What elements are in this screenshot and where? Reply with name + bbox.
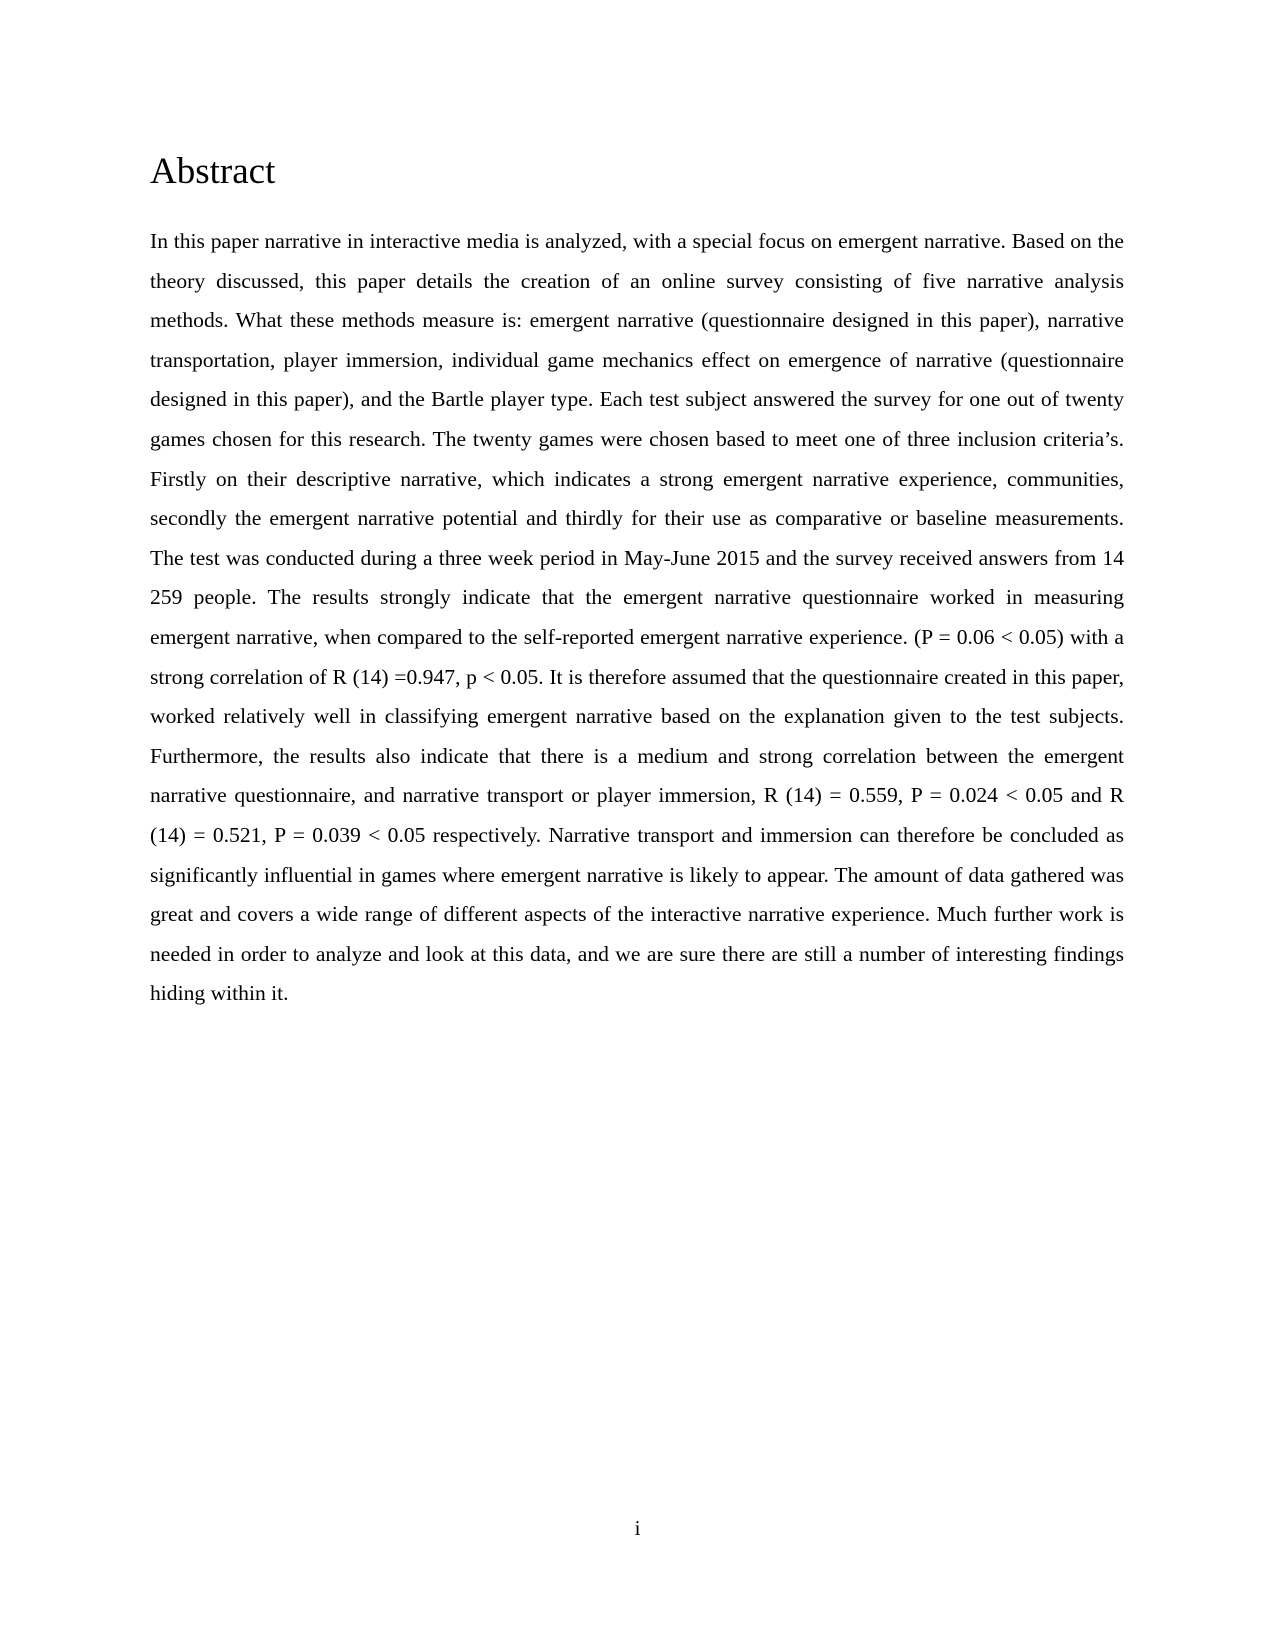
abstract-paragraph: In this paper narrative in interactive media is analyzed, with a special focus on emergent narrative. Based on the theory discussed, this paper details the creation of an online survey consisting of five narrative analysis methods. What these methods measure is: emergent narrative (questionnaire designed in this paper), narrative transportation, player immersion, individual game mechanics effect on emergence of narrative (questionnaire designed in this paper), and the Bartle player type. Each test subject answered the survey for one out of twenty games chosen for this research. The twenty games were chosen based to meet one of three inclusion criteria’s. Firstly on their descriptive narrative, which indicates a strong emergent narrative experience, communities, secondly the emergent narrative potential and thirdly for their use as comparative or baseline measurements. The test was conducted during a three week period in May-June 2015 and the survey received answers from 14 259 people. The results strongly indicate that the emergent narrative questionnaire worked in measuring emergent narrative, when compared to the self-reported emergent narrative experience. (P = 0.06 < 0.05) with a strong correlation of R (14) =0.947, p < 0.05. It is therefore assumed that the questionnaire created in this paper, worked relatively well in classifying emergent narrative based on the explanation given to the test subjects. Furthermore, the results also indicate that there is a medium and strong correlation between the emergent narrative questionnaire, and narrative transport or player immersion, R (14) = 0.559, P = 0.024 < 0.05 and R (14) = 0.521, P = 0.039 < 0.05 respectively. Narrative transport and immersion can therefore be concluded as significantly influential in games where emergent narrative is likely to appear. The amount of data gathered was great and covers a wide range of different aspects of the interactive narrative experience. Much further work is needed in order to analyze and look at this data, and we are sure there are still a number of interesting findings hiding within it. [150,229,1124,1006]
section-title: Abstract [150,151,276,192]
page-number: i [634,1516,641,1540]
